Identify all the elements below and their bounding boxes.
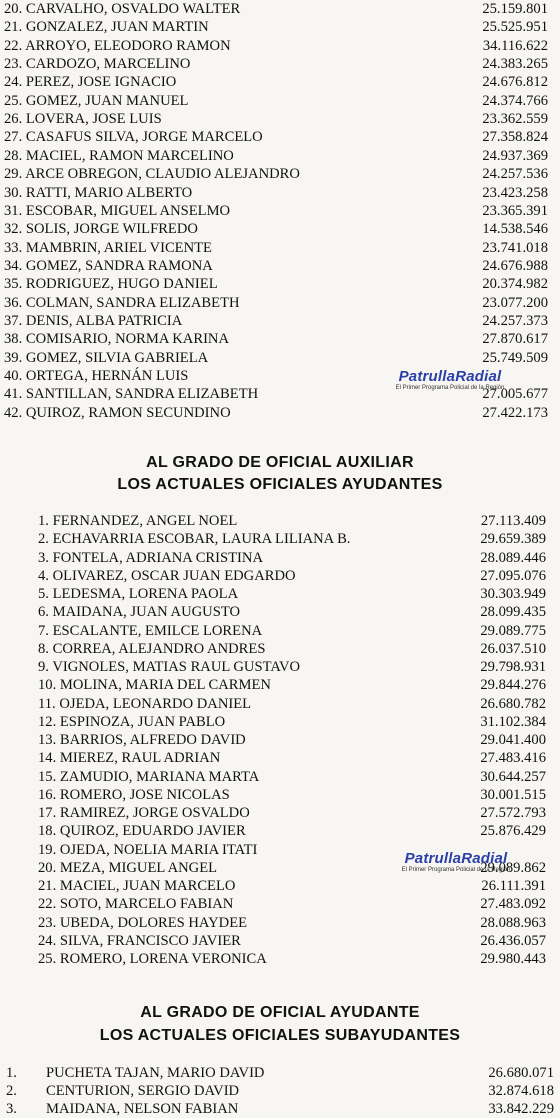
list-item bbox=[0, 786, 560, 804]
document-number: 29.089.862 bbox=[480, 859, 546, 876]
list-item bbox=[0, 749, 560, 767]
list-item bbox=[0, 1082, 560, 1100]
person-name: 31. ESCOBAR, MIGUEL ANSELMO bbox=[4, 202, 231, 219]
document-number: 32.874.618 bbox=[488, 1083, 554, 1099]
document-number: 14.538.546 bbox=[482, 221, 548, 238]
list-item bbox=[0, 549, 560, 567]
person-name: 1. FERNANDEZ, ANGEL NOEL bbox=[38, 513, 238, 529]
list-item bbox=[0, 220, 560, 238]
person-name: 25. GOMEZ, JUAN MANUEL bbox=[4, 92, 189, 109]
person-name: 9. VIGNOLES, MATIAS RAUL GUSTAVO bbox=[38, 659, 301, 675]
document-number: 26.680.071 bbox=[488, 1065, 554, 1081]
person-name: CENTURION, SERGIO DAVID bbox=[46, 1083, 240, 1099]
logo-tagline: El Primer Programa Policial de la Región bbox=[401, 867, 511, 873]
person-name: 26. LOVERA, JOSE LUIS bbox=[4, 111, 162, 128]
list-item bbox=[0, 55, 560, 73]
person-name: 14. MIEREZ, RAUL ADRIAN bbox=[38, 750, 221, 767]
list-item bbox=[0, 950, 560, 968]
document-number: 24.937.369 bbox=[482, 147, 548, 164]
document-number: 26.111.391 bbox=[481, 878, 546, 894]
document-number: 23.423.258 bbox=[482, 184, 548, 201]
document-number: 28.099.435 bbox=[480, 604, 546, 621]
person-name: 15. ZAMUDIO, MARIANA MARTA bbox=[38, 768, 260, 785]
list-item bbox=[0, 585, 560, 603]
document-number: 27.005.677 bbox=[482, 386, 548, 403]
person-name: 25. ROMERO, LORENA VERONICA bbox=[38, 951, 267, 967]
document-number: 24.257.373 bbox=[482, 312, 548, 329]
list-item bbox=[0, 914, 560, 932]
document-number: 20.374.982 bbox=[482, 276, 548, 293]
document-number: 23.741.018 bbox=[482, 239, 548, 256]
person-name: 23. UBEDA, DOLORES HAYDEE bbox=[38, 914, 248, 931]
document-number: 24.383.265 bbox=[482, 56, 548, 73]
person-name: 18. QUIROZ, EDUARDO JAVIER bbox=[38, 823, 246, 840]
person-name: 30. RATTI, MARIO ALBERTO bbox=[4, 184, 193, 201]
document-number: 24.676.988 bbox=[482, 257, 548, 274]
person-name: 39. GOMEZ, SILVIA GABRIELA bbox=[4, 349, 209, 366]
item-number: 1. bbox=[6, 1065, 17, 1081]
patrulla-radial-logo bbox=[360, 369, 540, 392]
list-item bbox=[0, 695, 560, 713]
document-number: 29.089.775 bbox=[480, 622, 546, 639]
patrulla-radial-logo-2 bbox=[366, 851, 546, 874]
document-number: 28.089.446 bbox=[480, 549, 546, 566]
document-number: 27.483.416 bbox=[480, 750, 546, 767]
person-name: PUCHETA TAJAN, MARIO DAVID bbox=[46, 1065, 265, 1081]
person-name: MAIDANA, NELSON FABIAN bbox=[46, 1101, 239, 1117]
person-name: 27. CASAFUS SILVA, JORGE MARCELO bbox=[4, 129, 263, 146]
document-number: 27.422.173 bbox=[482, 404, 548, 421]
document-number: 23.362.559 bbox=[482, 111, 548, 128]
list-item bbox=[0, 110, 560, 128]
list-item bbox=[0, 0, 560, 18]
list-item bbox=[0, 822, 560, 840]
person-name: 41. SANTILLAN, SANDRA ELIZABETH bbox=[4, 386, 259, 403]
person-name: 13. BARRIOS, ALFREDO DAVID bbox=[38, 732, 246, 748]
person-name: 16. ROMERO, JOSE NICOLAS bbox=[38, 786, 230, 803]
list-item bbox=[0, 202, 560, 220]
person-name: 11. OJEDA, LEONARDO DANIEL bbox=[38, 695, 252, 712]
list-item bbox=[0, 603, 560, 621]
document-number: 29.041.400 bbox=[480, 732, 546, 748]
person-name: 33. MAMBRIN, ARIEL VICENTE bbox=[4, 239, 212, 256]
list-item bbox=[0, 676, 560, 694]
person-name: 37. DENIS, ALBA PATRICIA bbox=[4, 312, 183, 329]
person-name: 24. PEREZ, JOSE IGNACIO bbox=[4, 74, 177, 91]
list-item bbox=[0, 640, 560, 658]
list-item bbox=[0, 239, 560, 257]
person-name: 35. RODRIGUEZ, HUGO DANIEL bbox=[4, 276, 218, 293]
list-item bbox=[0, 257, 560, 275]
list-item bbox=[0, 932, 560, 950]
person-name: 42. QUIROZ, RAMON SECUNDINO bbox=[4, 404, 231, 421]
list-item bbox=[0, 128, 560, 146]
list-item bbox=[0, 731, 560, 749]
person-name: 34. GOMEZ, SANDRA RAMONA bbox=[4, 257, 213, 274]
list-item bbox=[0, 275, 560, 293]
document-number: 30.001.515 bbox=[480, 786, 546, 803]
document-number: 25.876.429 bbox=[480, 823, 546, 840]
list-item bbox=[0, 658, 560, 676]
document-number: 28.088.963 bbox=[480, 914, 546, 931]
list-item bbox=[0, 877, 560, 895]
person-name: 32. SOLIS, JORGE WILFREDO bbox=[4, 221, 198, 238]
person-name: 5. LEDESMA, LORENA PAOLA bbox=[38, 586, 239, 602]
list-item bbox=[0, 330, 560, 348]
list-item bbox=[0, 147, 560, 165]
document-number: 27.870.617 bbox=[482, 331, 548, 348]
document-number: 25.159.801 bbox=[482, 1, 548, 17]
list-item bbox=[0, 37, 560, 55]
person-name: 6. MAIDANA, JUAN AUGUSTO bbox=[38, 604, 241, 621]
list-item bbox=[0, 768, 560, 786]
document-number: 24.374.766 bbox=[482, 92, 548, 109]
document-number: 27.095.076 bbox=[480, 567, 546, 584]
person-name: 21. MACIEL, JUAN MARCELO bbox=[38, 878, 236, 894]
document-number: 30.644.257 bbox=[480, 768, 546, 785]
document-number: 29.980.443 bbox=[480, 951, 546, 967]
document-number: 29.844.276 bbox=[480, 677, 546, 694]
document-number: 33.842.229 bbox=[488, 1101, 554, 1117]
person-name: 36. COLMAN, SANDRA ELIZABETH bbox=[4, 294, 240, 311]
list-item bbox=[0, 349, 560, 367]
person-name: 10. MOLINA, MARIA DEL CARMEN bbox=[38, 677, 271, 694]
person-name: 2. ECHAVARRIA ESCOBAR, LAURA LILIANA B. bbox=[38, 531, 351, 548]
document-number: 25.525.951 bbox=[482, 19, 548, 36]
document-number: 24.257.536 bbox=[482, 166, 548, 183]
document-number: 29.798.931 bbox=[480, 659, 546, 675]
list-item bbox=[0, 1100, 560, 1118]
person-name: 3. FONTELA, ADRIANA CRISTINA bbox=[38, 549, 263, 566]
list-item bbox=[0, 294, 560, 312]
document-number: 23.365.391 bbox=[482, 202, 548, 219]
section-3-heading-line-2: LOS ACTUALES OFICIALES SUBAYUDANTES bbox=[99, 1027, 461, 1044]
document-number: 29.659.389 bbox=[480, 531, 546, 548]
logo-brand-text: PatrullaRadial bbox=[398, 368, 502, 385]
document-number: 23.077.200 bbox=[482, 294, 548, 311]
person-name: 21. GONZALEZ, JUAN MARTIN bbox=[4, 19, 209, 36]
document-number: 26.680.782 bbox=[480, 695, 546, 712]
list-item bbox=[0, 622, 560, 640]
list-item bbox=[0, 18, 560, 36]
person-name: 4. OLIVAREZ, OSCAR JUAN EDGARDO bbox=[38, 567, 296, 584]
document-number: 26.037.510 bbox=[480, 640, 546, 657]
list-item bbox=[0, 92, 560, 110]
logo-tagline: El Primer Programa Policial de la Región bbox=[395, 385, 505, 391]
person-name: 22. ARROYO, ELEODORO RAMON bbox=[4, 37, 231, 54]
list-item bbox=[0, 312, 560, 330]
document-number: 27.483.092 bbox=[480, 896, 546, 913]
list-item bbox=[0, 567, 560, 585]
list-item bbox=[0, 530, 560, 548]
document-number: 30.303.949 bbox=[480, 586, 546, 602]
section-2-heading-line-1: AL GRADO DE OFICIAL AUXILIAR bbox=[146, 454, 414, 471]
item-number: 2. bbox=[6, 1083, 17, 1099]
list-item bbox=[0, 713, 560, 731]
document-number: 27.358.824 bbox=[482, 129, 548, 146]
section-3-heading-line-1: AL GRADO DE OFICIAL AYUDANTE bbox=[140, 1004, 420, 1021]
document-number: 27.113.409 bbox=[480, 513, 546, 529]
document-number: 25.749.509 bbox=[482, 349, 548, 366]
list-item bbox=[0, 804, 560, 822]
list-item bbox=[0, 512, 560, 530]
person-name: 40. ORTEGA, HERNÁN LUIS bbox=[4, 368, 189, 384]
list-item bbox=[0, 165, 560, 183]
person-name: 20. CARVALHO, OSVALDO WALTER bbox=[4, 1, 241, 17]
logo-brand-text: PatrullaRadial bbox=[404, 850, 508, 867]
document-number: 26.436.057 bbox=[480, 932, 546, 949]
list-item bbox=[0, 404, 560, 422]
person-name: 20. MEZA, MIGUEL ANGEL bbox=[38, 859, 218, 876]
person-name: 22. SOTO, MARCELO FABIAN bbox=[38, 896, 234, 913]
person-name: 8. CORREA, ALEJANDRO ANDRES bbox=[38, 640, 266, 657]
list-item bbox=[0, 73, 560, 91]
list-item bbox=[0, 895, 560, 913]
list-item bbox=[0, 184, 560, 202]
person-name: 28. MACIEL, RAMON MARCELINO bbox=[4, 147, 234, 164]
item-number: 3. bbox=[6, 1101, 17, 1117]
person-name: 24. SILVA, FRANCISCO JAVIER bbox=[38, 932, 241, 949]
person-name: 38. COMISARIO, NORMA KARINA bbox=[4, 331, 230, 348]
document-number: 24.676.812 bbox=[482, 74, 548, 91]
list-item bbox=[0, 1064, 560, 1082]
section-2-heading-line-2: LOS ACTUALES OFICIALES AYUDANTES bbox=[117, 476, 443, 493]
person-name: 17. RAMIREZ, JORGE OSVALDO bbox=[38, 805, 250, 821]
document-number: 34.116.622 bbox=[482, 37, 548, 54]
document-number: 31.102.384 bbox=[480, 713, 546, 730]
person-name: 19. OJEDA, NOELIA MARIA ITATI bbox=[38, 841, 258, 858]
person-name: 7. ESCALANTE, EMILCE LORENA bbox=[38, 622, 263, 639]
person-name: 12. ESPINOZA, JUAN PABLO bbox=[38, 713, 226, 730]
document-number: 27.572.793 bbox=[480, 805, 546, 821]
person-name: 23. CARDOZO, MARCELINO bbox=[4, 56, 191, 73]
person-name: 29. ARCE OBREGON, CLAUDIO ALEJANDRO bbox=[4, 166, 300, 183]
